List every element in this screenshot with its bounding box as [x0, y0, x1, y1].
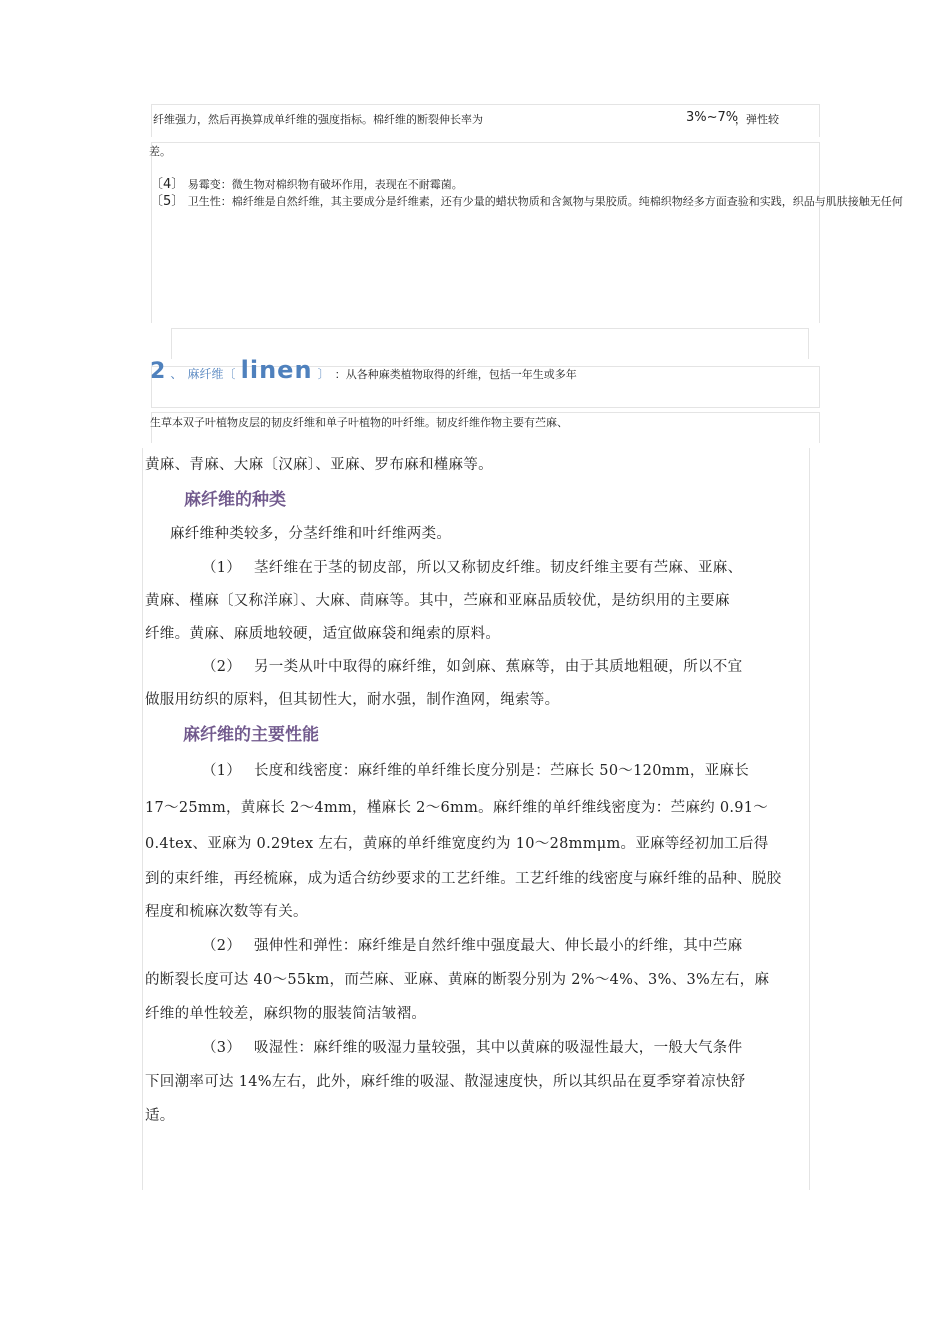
- item-5-text: 卫生性：棉纤维是自然纤维，其主要成分是纤维素，还有少量的蜡状物质和含氮物与果胶质。纯棉织物经多方面查验和实践，织品与肌肤接触无任何: [187, 195, 903, 208]
- section-name-en: linen: [240, 356, 313, 384]
- props-p1-line5: 程度和梳麻次数等有关。: [145, 904, 308, 920]
- item-4-number: 〔4〕: [150, 177, 185, 192]
- types-p1-text: 茎纤维在于茎的韧皮部，所以又称韧皮纤维。韧皮纤维主要有苎麻、亚麻、: [254, 560, 743, 576]
- section-intro: ：从各种麻类植物取得的纤维，包括一年生或多年: [334, 368, 577, 381]
- props-p1-line2: 17～25mm，黄麻长 2～4mm，槿麻长 2～6mm。麻纤维的单纤维线密度为：苎麻约 0.91～: [145, 800, 769, 816]
- cotton-strength-line: 纤维强力，然后再换算成单纤维的强度指标。棉纤维的断裂伸长率为: [153, 113, 483, 126]
- props-p3-line1: [202, 1036, 742, 1057]
- types-p2-line2: 做服用纺织的原料，但其韧性大，耐水强，制作渔网，绳索等。: [145, 692, 560, 708]
- props-p1-line4: 到的束纤维，再经梳麻，成为适合纺纱要求的工艺纤维。工艺纤维的线密度与麻纤维的品种、脱胶: [145, 871, 782, 887]
- props-heading: 麻纤维的主要性能: [183, 725, 319, 745]
- types-p1-line3: 纤维。黄麻、麻质地较硬，适宜做麻袋和绳索的原料。: [145, 626, 501, 642]
- props-p2-line1: [202, 934, 742, 955]
- section-name-cn: 麻纤维〔: [187, 367, 236, 381]
- item-5: [150, 190, 903, 209]
- item-4-text: 易霉变：微生物对棉织物有破坏作用，表现在不耐霉菌。: [187, 178, 463, 191]
- types-p1-number: （1）: [202, 560, 242, 576]
- props-p3-text: 吸湿性：麻纤维的吸湿力量较强，其中以黄麻的吸湿性最大，一般大气条件: [254, 1040, 743, 1056]
- types-p2-text: 另一类从叶中取得的麻纤维，如剑麻、蕉麻等，由于其质地粗硬，所以不宜: [254, 659, 743, 675]
- elongation-tail: ，弹性较: [735, 113, 779, 126]
- cotton-elasticity-end: 差。: [149, 145, 171, 158]
- props-p2-line3: 纤维的单性较差，麻织物的服装简洁皱褶。: [145, 1006, 427, 1022]
- props-p1-text: 长度和线密度：麻纤维的单纤维长度分别是：苎麻长 50～120mm，亚麻长: [254, 763, 750, 779]
- props-p3-line2: 下回潮率可达 14%左右，此外，麻纤维的吸湿、散湿速度快，所以其织品在夏季穿着凉快舒: [145, 1074, 746, 1090]
- props-p2-text: 强伸性和弹性：麻纤维是自然纤维中强度最大、伸长最小的纤维，其中苎麻: [254, 938, 743, 954]
- section-sep: 、: [170, 367, 183, 381]
- section-number: 2: [150, 359, 166, 384]
- props-p2-number: （2）: [202, 938, 242, 954]
- types-p1-line1: [202, 556, 742, 577]
- types-p2-line1: [202, 655, 742, 676]
- frame-top-body: [151, 142, 820, 323]
- props-p1-line1: [202, 759, 749, 780]
- props-p1-line3: 0.4tex、亚麻为 0.29tex 左右，黄麻的单纤维宽度约为 10～28mmμm。亚麻等经初加工后得: [145, 836, 769, 852]
- types-p2-number: （2）: [202, 659, 242, 675]
- types-p1-line2: 黄麻、槿麻〔又称洋麻〕、大麻、茼麻等。其中，苎麻和亚麻品质较优，是纺织用的主要麻: [145, 593, 730, 609]
- elongation-value: 3%~7%: [686, 110, 739, 125]
- props-p3-line3: 适。: [145, 1108, 175, 1124]
- section-2-line2: 生草本双子叶植物皮层的韧皮纤维和单子叶植物的叶纤维。韧皮纤维作物主要有苎麻、: [150, 416, 568, 429]
- item-5-number: 〔5〕: [150, 194, 185, 209]
- section-2-line3: 黄麻、青麻、大麻〔汉麻〕、亚麻、罗布麻和槿麻等。: [145, 457, 493, 473]
- props-p3-number: （3）: [202, 1040, 242, 1056]
- types-heading: 麻纤维的种类: [184, 490, 286, 510]
- section-name-close: 〕: [317, 367, 330, 381]
- props-p1-number: （1）: [202, 763, 242, 779]
- types-intro: 麻纤维种类较多，分茎纤维和叶纤维两类。: [170, 526, 452, 542]
- frame-mid: [171, 328, 809, 359]
- props-p2-line2: 的断裂长度可达 40～55km，而苎麻、亚麻、黄麻的断裂分别为 2%～4%、3%、3%左右，麻: [145, 972, 770, 988]
- section-2-heading: [150, 356, 577, 384]
